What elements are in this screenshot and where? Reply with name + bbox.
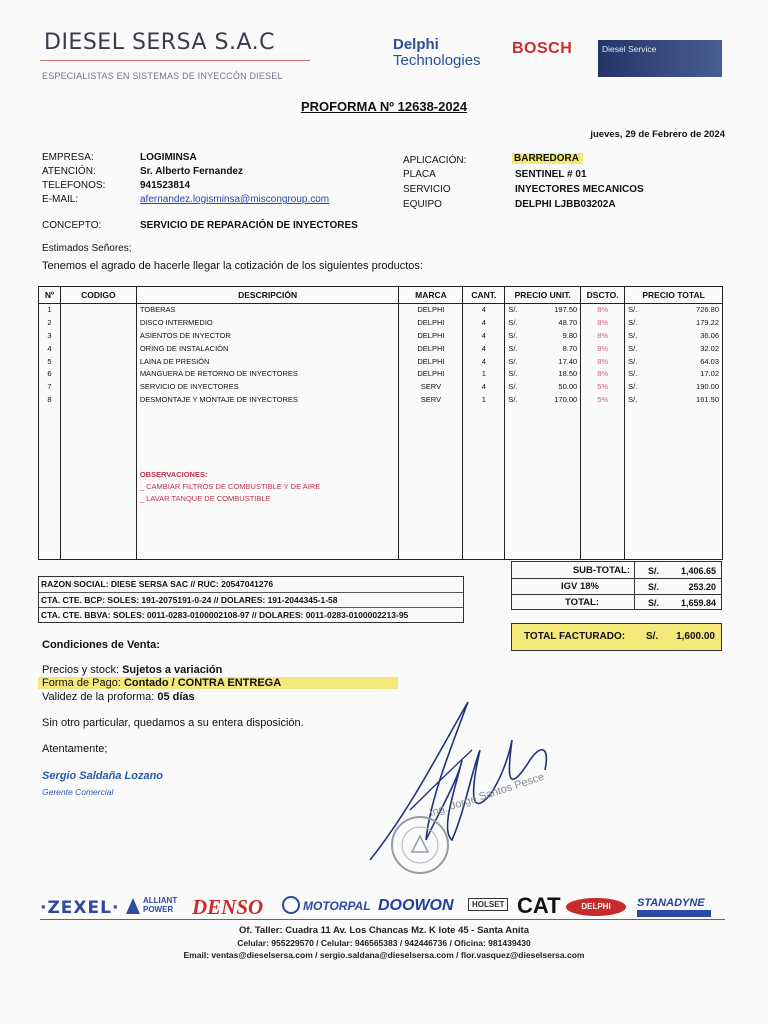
marca-column [399, 304, 463, 560]
stanadyne-bar [637, 910, 711, 917]
facturado-label: TOTAL FACTURADO: [524, 631, 626, 642]
row-unit-price [508, 330, 577, 343]
row-discount: 8% [597, 317, 609, 327]
concepto-value: SERVICIO DE REPARACIÓN DE INYECTORES [140, 220, 358, 231]
aplicacion-label: APLICACIÓN: [403, 155, 467, 166]
row-total-price [628, 343, 719, 356]
header-divider [40, 60, 310, 61]
currency: S/. [508, 330, 518, 340]
row-cant: 4 [481, 343, 486, 353]
row-description: LAINA DE PRESIÓN [139, 356, 210, 366]
row-discount: 8% [597, 369, 609, 379]
alliant-logo: ALLIANT POWER [143, 896, 178, 914]
engineer-stamp [388, 790, 608, 880]
telefonos-value: 941523814 [140, 180, 191, 191]
unit-value: 170.00 [554, 395, 578, 405]
row-cant: 4 [481, 382, 486, 392]
row-total-price [628, 368, 719, 381]
observaciones-title: OBSERVACIONES: [139, 470, 208, 480]
currency: S/. [508, 395, 518, 405]
row-cant: 4 [481, 330, 486, 340]
signer-role: Gerente Comercial [42, 787, 114, 797]
row-discount: 5% [597, 395, 609, 405]
precios-value: Sujetos a variación [122, 664, 223, 676]
row-description: ASIENTOS DE INYECTOR [139, 330, 231, 340]
row-total-price [628, 356, 719, 369]
num-column [39, 304, 61, 560]
row-number: 2 [47, 317, 52, 327]
row-number: 8 [47, 395, 52, 405]
email-label: E-MAIL: [42, 194, 79, 205]
row-number: 1 [47, 305, 52, 314]
row-cant: 1 [481, 395, 486, 405]
row-marca: DELPHI [417, 369, 445, 379]
table-header-row [39, 287, 723, 304]
total-value: 179.22 [696, 317, 719, 327]
totals-box [511, 561, 722, 610]
denso-logo: DENSO [192, 895, 264, 919]
alliant-icon [126, 898, 140, 914]
observacion-item: _ LAVAR TANQUE DE COMBUSTIBLE [139, 494, 271, 504]
currency: S/. [508, 382, 518, 392]
row-unit-price [508, 317, 577, 330]
atencion-label: ATENCIÓN: [42, 166, 96, 177]
row-total-price [628, 330, 719, 343]
validez-line [42, 691, 195, 703]
company-tagline: ESPECIALISTAS EN SISTEMAS DE INYECCÓN DIESEL [42, 71, 283, 81]
pago-line [38, 677, 398, 689]
currency: S/. [628, 330, 638, 340]
row-marca: DELPHI [417, 343, 445, 353]
currency: S/. [508, 305, 518, 314]
total-label: TOTAL: [565, 597, 599, 608]
document-title: PROFORMA Nº 12638-2024 [300, 99, 468, 114]
row-description: SERVICIO DE INYECTORES [139, 382, 239, 392]
row-discount: 8% [597, 356, 609, 366]
subtotal-value: 1,406.65 [680, 566, 716, 576]
placa-value: SENTINEL # 01 [515, 169, 587, 180]
signer-name: Sergio Saldaña Lozano [42, 770, 164, 782]
column-header: DESCRIPCIÓN [136, 287, 399, 304]
codigo-column [60, 304, 136, 560]
currency: S/. [628, 356, 638, 366]
row-unit-price [508, 394, 577, 407]
holset-logo: HOLSET [468, 898, 508, 911]
closing-text: Sin otro particular, quedamos a su entera disposición. [42, 717, 304, 729]
currency: S/. [508, 317, 518, 327]
currency: S/. [628, 369, 638, 379]
footer-emails: Email: ventas@dieselsersa.com / sergio.saldana@dieselsersa.com / flor.vasquez@dieselsersa.com [183, 950, 585, 960]
delphi-logo-text: Delphi [393, 36, 439, 53]
total-facturado-box [511, 623, 722, 651]
currency: S/. [508, 356, 518, 366]
row-discount: 8% [597, 305, 609, 314]
row-marca: DELPHI [417, 330, 445, 340]
unit-value: 48.70 [558, 317, 578, 327]
motorpal-icon [282, 896, 300, 914]
unit-value: 8.70 [562, 343, 578, 353]
row-unit-price [508, 368, 577, 381]
row-description: ORING DE INSTALACIÓN [139, 343, 229, 353]
row-cant: 4 [481, 305, 486, 314]
servicio-label: SERVICIO [403, 184, 451, 195]
bosch-logo: BOSCH [512, 40, 573, 57]
delphi-brand-logo: DELPHI [566, 898, 626, 916]
bbva-account: CTA. CTE. BBVA: SOLES: 0011-0283-0100002108-97 // DOLARES: 0011-0283-0100002213-95 [41, 610, 409, 620]
precios-line [42, 664, 222, 676]
total-value: 1,659.84 [680, 598, 716, 608]
diesel-service-logo [598, 40, 722, 77]
aplicacion-value: BARREDORA [512, 153, 583, 164]
total-value: 64.03 [700, 356, 719, 366]
row-total-price [628, 381, 719, 394]
column-header: PRECIO TOTAL [625, 287, 723, 304]
pago-label: Forma de Pago: [42, 677, 124, 689]
servicio-value: INYECTORES MECANICOS [515, 184, 644, 195]
company-name: DIESEL SERSA S.A.C [44, 30, 275, 55]
row-total-price [628, 394, 719, 407]
row-number: 3 [47, 330, 52, 340]
motorpal-logo: MOTORPAL [303, 899, 371, 913]
row-cant: 1 [481, 369, 486, 379]
row-discount: 8% [597, 343, 609, 353]
stanadyne-logo: STANADYNE [637, 897, 705, 909]
igv-currency: S/. [648, 582, 660, 592]
currency: S/. [628, 343, 638, 353]
subtotal-currency: S/. [648, 566, 660, 576]
unit-value: 9.80 [562, 330, 578, 340]
total-value: 726.80 [696, 305, 719, 314]
row-cant: 4 [481, 356, 486, 366]
row-number: 4 [47, 343, 52, 353]
column-header: CANT. [463, 287, 505, 304]
empresa-label: EMPRESA: [42, 152, 94, 163]
currency: S/. [628, 382, 638, 392]
facturado-currency: S/. [646, 631, 659, 642]
bank-info-box [38, 576, 464, 623]
currency: S/. [628, 317, 638, 327]
row-marca: SERV [420, 395, 442, 405]
currency: S/. [628, 395, 638, 405]
igv-label: IGV 18% [560, 581, 599, 592]
cant-column [463, 304, 505, 560]
subtotal-label: SUB-TOTAL: [572, 565, 630, 576]
zexel-logo: ·ZEXEL· [40, 898, 120, 918]
descripcion-column [136, 304, 399, 560]
footer-phones: Celular: 955229570 / Celular: 946565383 / 942446736 / Oficina: 981439430 [237, 938, 531, 948]
stamp-engineer-name: Ing. Jorge Santos Pesce [428, 770, 546, 820]
precios-label: Precios y stock: [42, 664, 123, 676]
bcp-account: CTA. CTE. BCP: SOLES: 191-2075191-0-24 // DOLARES: 191-2044345-1-58 [39, 593, 463, 609]
total-value: 161.50 [696, 395, 719, 405]
document-date: jueves, 29 de Febrero de 2024 [590, 129, 725, 140]
column-header: DSCTO. [581, 287, 625, 304]
unit-value: 50.00 [558, 382, 578, 392]
diesel-service-label: Diesel Service [602, 44, 657, 54]
row-unit-price [508, 381, 577, 394]
row-marca: DELPHI [417, 356, 445, 366]
concepto-label: CONCEPTO: [42, 220, 102, 231]
row-description: DESMONTAJE Y MONTAJE DE INYECTORES [139, 395, 298, 405]
intro-text: Tenemos el agrado de hacerle llegar la cotización de los siguientes productos: [42, 260, 423, 272]
unit-value: 17.40 [558, 356, 578, 366]
empresa-value: LOGIMINSA [140, 152, 197, 163]
row-marca: DELPHI [417, 317, 445, 327]
validez-value: 05 días [157, 691, 195, 703]
email-link[interactable]: afernandez.logisminsa@miscongroup.com [140, 194, 330, 205]
row-marca: DELPHI [417, 305, 445, 314]
conditions-title: Condiciones de Venta: [42, 639, 160, 651]
validez-label: Validez de la proforma: [42, 691, 158, 703]
row-description: DISCO INTERMEDIO [139, 317, 213, 327]
equipo-label: EQUIPO [403, 199, 442, 210]
igv-value: 253.20 [688, 582, 716, 592]
row-total-price [628, 304, 719, 317]
greeting: Estimados Señores; [42, 243, 132, 254]
precio-total-column [625, 304, 723, 560]
equipo-value: DELPHI LJBB03202A [515, 199, 616, 210]
regards-text: Atentamente; [42, 743, 108, 755]
precio-unit-column [505, 304, 581, 560]
row-cant: 4 [481, 317, 486, 327]
delphi-logo-subtext: Technologies [393, 52, 481, 69]
unit-value: 197.50 [554, 305, 578, 314]
row-number: 6 [47, 369, 52, 379]
facturado-value: 1,600.00 [676, 631, 715, 642]
telefonos-label: TELEFONOS: [42, 180, 106, 191]
total-value: 190.00 [696, 382, 719, 392]
row-number: 5 [47, 356, 52, 366]
cat-logo: CAT [517, 893, 561, 918]
total-value: 32.02 [700, 343, 719, 353]
items-table [38, 286, 723, 560]
row-discount: 5% [597, 382, 609, 392]
doowon-logo: DOOWON [378, 897, 454, 914]
row-number: 7 [47, 382, 52, 392]
row-discount: 8% [597, 330, 609, 340]
placa-label: PLACA [403, 169, 436, 180]
currency: S/. [508, 369, 518, 379]
total-currency: S/. [648, 598, 660, 608]
table-body-row [39, 304, 723, 560]
observacion-item: _ CAMBIAR FILTROS DE COMBUSTIBLE Y DE AIRE [139, 482, 321, 492]
row-unit-price [508, 304, 577, 317]
currency: S/. [508, 343, 518, 353]
row-unit-price [508, 356, 577, 369]
currency: S/. [628, 305, 638, 314]
row-description: TOBERAS [139, 305, 176, 314]
row-total-price [628, 317, 719, 330]
razon-social: RAZON SOCIAL: DIESE SERSA SAC // RUC: 20547041276 [39, 577, 463, 593]
row-unit-price [508, 343, 577, 356]
total-value: 36.06 [700, 330, 719, 340]
column-header: PRECIO UNIT. [505, 287, 581, 304]
column-header: MARCA [399, 287, 463, 304]
dscto-column [581, 304, 625, 560]
column-header: CODIGO [60, 287, 136, 304]
atencion-value: Sr. Alberto Fernandez [140, 166, 243, 177]
pago-value: Contado / CONTRA ENTREGA [123, 677, 282, 689]
row-description: MANGUERA DE RETORNO DE INYECTORES [139, 369, 298, 379]
unit-value: 18.50 [558, 369, 578, 379]
total-value: 17.02 [700, 369, 719, 379]
column-header: Nº [39, 287, 61, 304]
row-marca: SERV [420, 382, 442, 392]
footer-address: Of. Taller: Cuadra 11 Av. Los Chancas Mz. K lote 45 - Santa Anita [239, 925, 529, 936]
footer-divider [40, 919, 725, 920]
